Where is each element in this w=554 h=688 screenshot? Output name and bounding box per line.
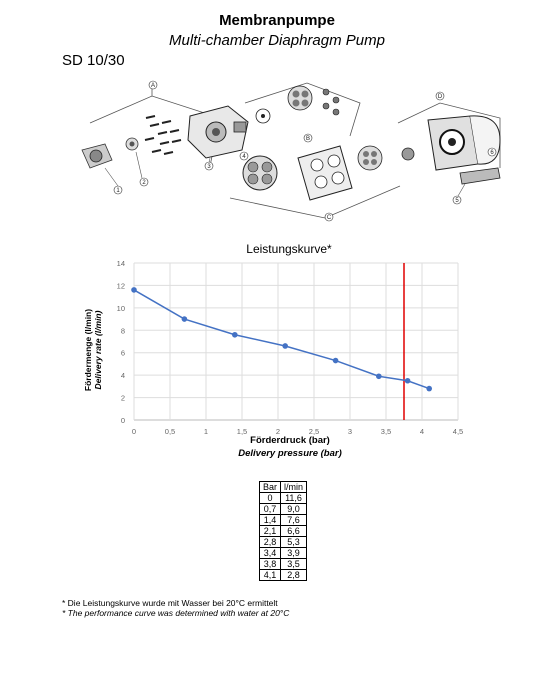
table-row bbox=[260, 515, 307, 526]
table-cell: 3,9 bbox=[281, 548, 307, 559]
y-axis-label: Fördermenge (l/min) bbox=[83, 308, 93, 392]
table-row bbox=[260, 526, 307, 537]
svg-text:4: 4 bbox=[242, 154, 246, 160]
table-row bbox=[260, 559, 307, 570]
table-cell: 9,0 bbox=[281, 504, 307, 515]
table-cell: 1,4 bbox=[260, 515, 281, 526]
y-tick-label: 14 bbox=[116, 259, 125, 268]
svg-text:D: D bbox=[437, 94, 443, 100]
table-row bbox=[260, 493, 307, 504]
svg-text:2: 2 bbox=[142, 180, 146, 186]
x-tick-label: 1,5 bbox=[236, 427, 248, 436]
table-row bbox=[260, 537, 307, 548]
table-row bbox=[260, 504, 307, 515]
y-tick-label: 6 bbox=[120, 348, 125, 358]
data-point bbox=[376, 373, 382, 379]
y-tick-label: 2 bbox=[120, 393, 125, 403]
data-table bbox=[259, 481, 307, 581]
data-point bbox=[131, 287, 137, 293]
svg-text:1: 1 bbox=[116, 188, 120, 194]
svg-text:5: 5 bbox=[455, 198, 459, 204]
table-cell: 3,8 bbox=[260, 559, 281, 570]
x-tick-label: 0,5 bbox=[164, 427, 176, 436]
table-cell: 11,6 bbox=[281, 493, 307, 504]
table-cell: 4,1 bbox=[260, 570, 281, 581]
data-point bbox=[232, 332, 238, 338]
data-point bbox=[182, 316, 188, 322]
page-title: Membranpumpe bbox=[219, 12, 335, 29]
table-cell: 6,6 bbox=[281, 526, 307, 537]
x-tick-label: 3 bbox=[347, 427, 353, 436]
data-point bbox=[405, 378, 411, 384]
y-axis-labels bbox=[80, 300, 110, 400]
table-cell: 3,5 bbox=[281, 559, 307, 570]
svg-text:A: A bbox=[150, 83, 156, 89]
y-tick-label: 0 bbox=[120, 416, 125, 425]
table-row bbox=[260, 570, 307, 581]
table-cell: 2,1 bbox=[260, 526, 281, 537]
y-tick-label: 4 bbox=[120, 371, 125, 381]
x-tick-label: 2 bbox=[275, 427, 281, 436]
x-axis-label-en: Delivery pressure (bar) bbox=[238, 448, 342, 459]
model-number: SD 10/30 bbox=[62, 52, 125, 69]
table-row bbox=[260, 548, 307, 559]
footnote-de: * Die Leistungskurve wurde mit Wasser bei 20°C ermittelt bbox=[62, 598, 278, 608]
table-cell: 0 bbox=[260, 493, 281, 504]
y-tick-label: 8 bbox=[120, 326, 125, 336]
page-subtitle: Multi-chamber Diaphragm Pump bbox=[169, 32, 385, 49]
x-tick-label: 2,5 bbox=[308, 427, 320, 436]
table-cell: 7,6 bbox=[281, 515, 307, 526]
x-tick-label: 4,5 bbox=[452, 427, 464, 436]
x-tick-label: 0 bbox=[131, 427, 137, 436]
svg-text:6: 6 bbox=[490, 150, 494, 156]
x-tick-label: 1 bbox=[203, 427, 209, 436]
svg-text:3: 3 bbox=[207, 164, 211, 170]
svg-text:B: B bbox=[305, 136, 311, 142]
y-axis-label-en: Delivery rate (l/min) bbox=[93, 310, 103, 390]
table-cell: 0,7 bbox=[260, 504, 281, 515]
y-tick-label: 12 bbox=[116, 281, 125, 291]
x-axis-label: Förderdruck (bar) bbox=[250, 435, 330, 446]
table-cell: 2,8 bbox=[281, 570, 307, 581]
y-tick-label: 10 bbox=[116, 303, 125, 313]
data-point bbox=[282, 343, 288, 349]
data-point bbox=[426, 386, 432, 392]
x-tick-label: 3,5 bbox=[380, 427, 392, 436]
chart-title: Leistungskurve* bbox=[246, 242, 332, 256]
data-point bbox=[333, 358, 339, 364]
series-line bbox=[134, 290, 429, 389]
x-tick-label: 4 bbox=[419, 427, 425, 436]
table-cell: 5,3 bbox=[281, 537, 307, 548]
svg-text:C: C bbox=[326, 215, 332, 221]
table-cell: 3,4 bbox=[260, 548, 281, 559]
footnote-en: * The performance curve was determined with water at 20°C bbox=[62, 608, 290, 618]
table-header-bar: Bar bbox=[260, 482, 281, 493]
table-cell: 2,8 bbox=[260, 537, 281, 548]
table-header-lmin: l/min bbox=[281, 482, 307, 493]
